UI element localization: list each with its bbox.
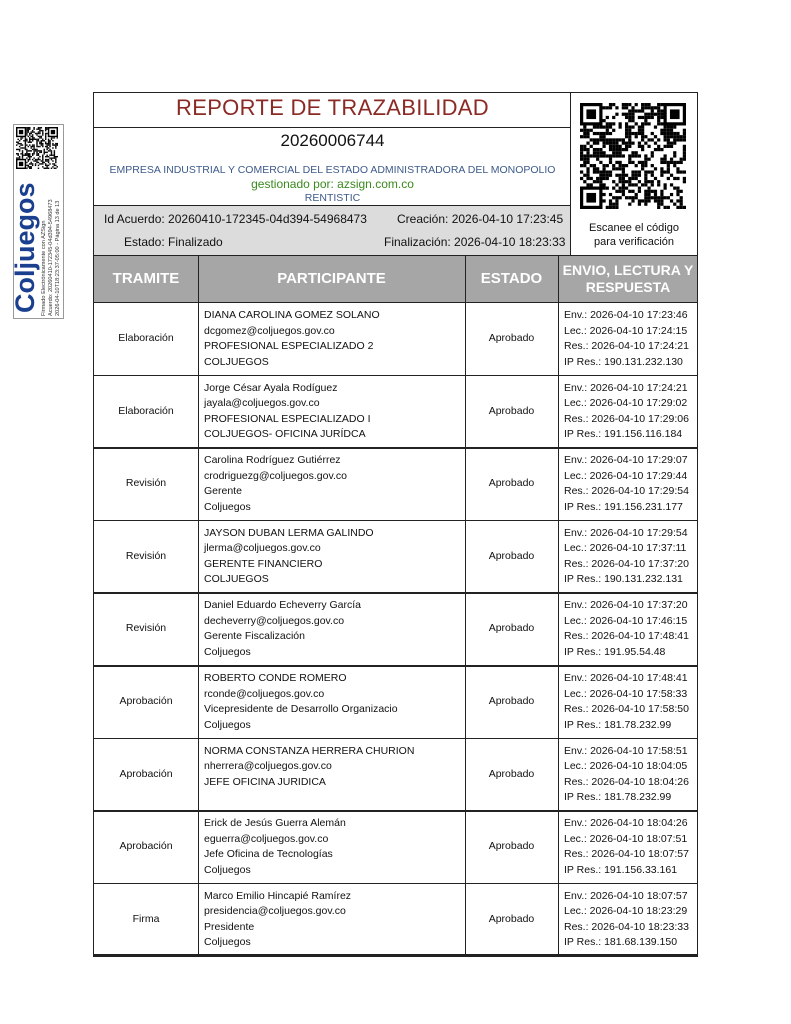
participante-line: decheverry@coljuegos.gov.co	[204, 614, 345, 627]
tiempo-line: Env.: 2026-04-10 17:23:46	[564, 309, 688, 321]
tiempo-line: Res.: 2026-04-10 17:58:50	[564, 703, 689, 715]
column-envio: ENVIO, LECTURA Y RESPUESTA	[562, 261, 694, 295]
creation-date: Creación: 2026-04-10 17:23:45	[397, 212, 564, 226]
tiempos-cell	[564, 308, 689, 370]
tiempo-line: Env.: 2026-04-10 17:24:21	[564, 381, 688, 394]
signature-stamp-text	[41, 199, 62, 316]
participante-cell	[204, 381, 371, 443]
participante-cell	[204, 671, 398, 733]
estado-cell: Aprobado	[488, 477, 535, 490]
tiempo-line: Res.: 2026-04-10 17:29:06	[564, 412, 689, 425]
tiempo-line: IP Res.: 191.156.116.184	[564, 428, 683, 441]
tiempos-cell	[564, 889, 689, 951]
tiempos-cell	[564, 453, 689, 515]
participante-line: dcgomez@coljuegos.gov.co	[204, 324, 335, 337]
tramite-cell: Aprobación	[119, 840, 173, 853]
tiempo-line: Lec.: 2026-04-10 18:23:29	[564, 905, 688, 918]
tramite-cell: Revisión	[125, 622, 167, 635]
participante-line: NORMA CONSTANZA HERRERA CHURION	[204, 744, 415, 757]
tiempos-cell	[564, 598, 689, 660]
tiempo-line: Lec.: 2026-04-10 17:58:33	[564, 687, 688, 700]
tiempo-line: IP Res.: 181.68.139.150	[564, 936, 678, 949]
participante-line: Gerente Fiscalización	[204, 630, 305, 643]
tiempo-line: Env.: 2026-04-10 17:37:20	[564, 599, 688, 612]
stamp-line: Acuerdo: 20260410-172345-04d394-54968473	[48, 199, 54, 316]
tiempo-line: Env.: 2026-04-10 17:29:07	[564, 454, 688, 467]
estado-cell: Aprobado	[488, 332, 535, 344]
tiempo-line: Res.: 2026-04-10 17:37:20	[564, 557, 689, 570]
participante-line: eguerra@coljuegos.gov.co	[204, 832, 329, 845]
scan-line: para verificación	[593, 236, 675, 248]
tiempos-cell	[564, 381, 689, 443]
table-row	[94, 447, 697, 519]
tiempo-line: Lec.: 2026-04-10 17:37:11	[564, 542, 687, 555]
tiempo-line: Lec.: 2026-04-10 17:29:02	[564, 397, 688, 410]
participante-line: jayala@coljuegos.gov.co	[204, 397, 320, 410]
tiempo-line: IP Res.: 181.78.232.99	[564, 791, 672, 804]
tiempos-cell	[564, 816, 689, 878]
document-number: 20260006744	[280, 131, 385, 150]
tiempo-line: IP Res.: 191.95.54.48	[564, 645, 666, 658]
tiempo-line: Env.: 2026-04-10 17:48:41	[564, 672, 688, 684]
status: Estado: Finalizado	[124, 235, 223, 249]
participante-line: Jorge César Ayala Rodíguez	[204, 381, 338, 394]
table-row	[94, 738, 697, 810]
participante-line: Coljuegos	[204, 718, 251, 731]
tramite-cell: Elaboración	[118, 332, 174, 344]
tiempo-line: IP Res.: 191.156.231.177	[564, 500, 683, 513]
tiempo-line: IP Res.: 191.156.33.161	[564, 863, 678, 876]
finalization-date: Finalización: 2026-04-10 18:23:33	[384, 235, 566, 249]
tramite-cell: Elaboración	[118, 404, 174, 417]
tiempo-line: IP Res.: 181.78.232.99	[564, 718, 672, 731]
participante-line: jlerma@coljuegos.gov.co	[204, 542, 321, 555]
tiempo-line: Res.: 2026-04-10 18:07:57	[564, 848, 689, 861]
divider	[93, 205, 570, 206]
scan-instructions	[570, 221, 698, 249]
participante-line: Coljuegos	[204, 936, 251, 949]
column-participante: PARTICIPANTE	[277, 270, 386, 287]
participante-cell	[204, 526, 374, 588]
tiempos-cell	[564, 671, 689, 733]
tiempos-cell	[564, 744, 689, 806]
participante-line: Coljuegos	[204, 645, 251, 658]
tiempo-line: Res.: 2026-04-10 17:48:41	[564, 630, 689, 643]
participante-line: COLJUEGOS- OFICINA JURÍDCA	[204, 428, 366, 441]
participante-cell	[204, 598, 361, 660]
tiempos-cell	[564, 526, 689, 588]
company-name: EMPRESA INDUSTRIAL Y COMERCIAL DEL ESTADO ADMINISTRADORA DEL MONOPOLIO	[109, 164, 556, 176]
tiempo-line: Res.: 2026-04-10 17:29:54	[564, 485, 689, 498]
participante-line: COLJUEGOS	[204, 355, 269, 368]
participante-line: COLJUEGOS	[204, 573, 269, 586]
estado-cell: Aprobado	[488, 549, 535, 562]
participante-line: crodriguezg@coljuegos.gov.co	[204, 469, 347, 482]
table-row	[94, 883, 697, 955]
column-estado: ESTADO	[480, 270, 543, 287]
tramite-cell: Revisión	[125, 477, 167, 490]
participante-line: nherrera@coljuegos.gov.co	[204, 760, 332, 773]
participante-cell	[204, 744, 414, 806]
participante-line: rconde@coljuegos.gov.co	[204, 687, 325, 700]
tramite-cell: Aprobación	[119, 767, 173, 780]
tiempo-line: Lec.: 2026-04-10 17:24:15	[564, 324, 688, 337]
stamp-line: Firmado Electrónicamente con AZSign	[41, 220, 47, 316]
participante-line: PROFESIONAL ESPECIALIZADO 2	[204, 340, 374, 352]
tramite-cell: Revisión	[125, 549, 167, 562]
table-row	[94, 665, 697, 737]
tiempo-line: Env.: 2026-04-10 18:04:26	[564, 817, 688, 830]
estado-cell: Aprobado	[488, 695, 535, 707]
participante-cell	[204, 453, 347, 515]
tiempo-line: Env.: 2026-04-10 17:29:54	[564, 526, 688, 539]
row-divider	[93, 955, 698, 957]
tramite-cell: Firma	[132, 912, 160, 925]
participante-line: Coljuegos	[204, 863, 251, 876]
estado-cell: Aprobado	[488, 404, 535, 417]
participante-line: GERENTE FINANCIERO	[204, 557, 323, 570]
scan-line: Escanee el código	[589, 222, 679, 234]
participante-line	[204, 790, 414, 806]
table-row	[94, 520, 697, 592]
tiempo-line: Lec.: 2026-04-10 18:04:05	[564, 760, 688, 773]
tiempo-line: Env.: 2026-04-10 17:58:51	[564, 744, 688, 757]
participante-line: JAYSON DUBAN LERMA GALINDO	[204, 526, 374, 539]
participante-line: Vicepresidente de Desarrollo Organizacio	[204, 703, 398, 715]
verification-qr-code	[580, 103, 686, 209]
table-row	[94, 592, 697, 664]
estado-cell: Aprobado	[488, 912, 535, 925]
participante-line: Carolina Rodríguez Gutiérrez	[204, 454, 341, 467]
tiempo-line: Res.: 2026-04-10 18:04:26	[564, 775, 689, 788]
participante-cell	[204, 308, 380, 370]
tiempo-line: Lec.: 2026-04-10 17:29:44	[564, 469, 688, 482]
tiempo-line: IP Res.: 190.131.232.130	[564, 355, 683, 368]
participante-line: Marco Emilio Hincapié Ramírez	[204, 889, 352, 902]
participante-line: PROFESIONAL ESPECIALIZADO I	[204, 412, 371, 425]
participante-cell	[204, 816, 346, 878]
participante-line: Erick de Jesús Guerra Alemán	[204, 817, 346, 830]
agreement-id: Id Acuerdo: 20260410-172345-04d394-54968473	[104, 212, 367, 226]
tiempo-line: Res.: 2026-04-10 17:24:21	[564, 340, 689, 352]
participante-line: Jefe Oficina de Tecnologías	[204, 848, 333, 861]
estado-cell: Aprobado	[488, 622, 535, 635]
column-tramite: TRAMITE	[112, 270, 180, 287]
estado-cell: Aprobado	[488, 840, 535, 853]
tiempo-line: Lec.: 2026-04-10 18:07:51	[564, 832, 688, 845]
tiempo-line: Env.: 2026-04-10 18:07:57	[564, 889, 688, 902]
participante-line: ROBERTO CONDE ROMERO	[204, 672, 347, 684]
participante-line: Daniel Eduardo Echeverry García	[204, 599, 361, 612]
company-name-cont: RENTISTIC	[304, 192, 361, 204]
table-row	[94, 375, 697, 447]
estado-cell: Aprobado	[488, 767, 535, 780]
participante-line: JEFE OFICINA JURIDICA	[204, 775, 326, 788]
divider	[93, 127, 570, 128]
tramite-cell: Aprobación	[119, 695, 173, 707]
participante-line: Gerente	[204, 485, 242, 498]
managed-by: gestionado por: azsign.com.co	[251, 177, 414, 191]
participante-line: Presidente	[204, 920, 255, 933]
participante-line: DIANA CAROLINA GOMEZ SOLANO	[204, 309, 380, 321]
side-qr-code	[16, 127, 58, 169]
tiempo-line: Lec.: 2026-04-10 17:46:15	[564, 614, 688, 627]
report-title: REPORTE DE TRAZABILIDAD	[176, 95, 489, 120]
tiempo-line: Res.: 2026-04-10 18:23:33	[564, 920, 689, 933]
participante-line: Coljuegos	[204, 500, 251, 513]
participante-cell	[204, 889, 351, 951]
participante-line: presidencia@coljuegos.gov.co	[204, 905, 346, 918]
tiempo-line: IP Res.: 190.131.232.131	[564, 573, 683, 586]
table-row	[94, 810, 697, 882]
table-row	[94, 302, 697, 374]
stamp-line: 2026-04-10T18:23:37-05:00 - Página 13 de 13	[55, 200, 61, 316]
coljuegos-logo: Coljuegos	[10, 182, 40, 313]
